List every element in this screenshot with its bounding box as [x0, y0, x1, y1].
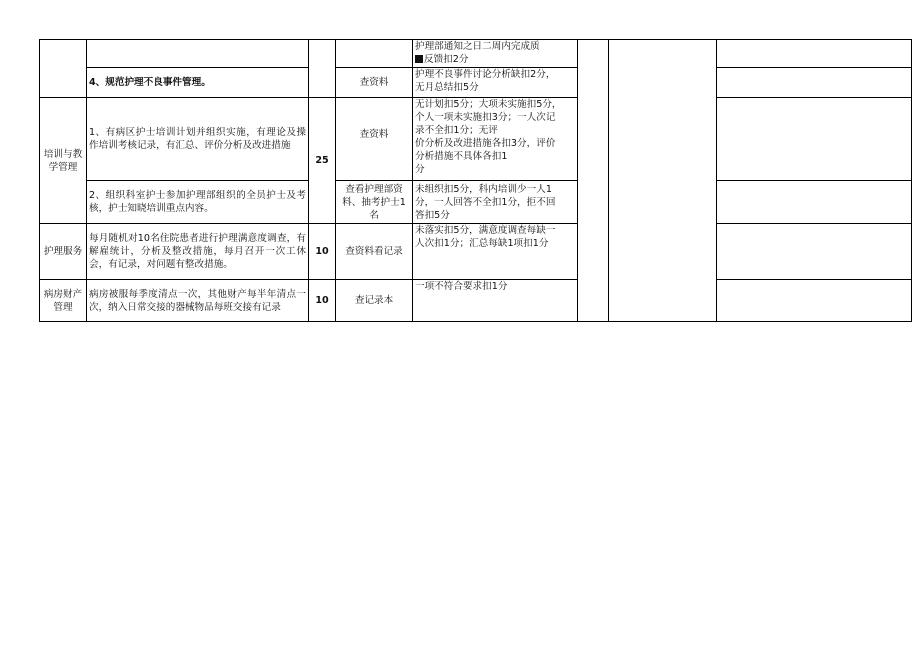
table-row [40, 40, 912, 68]
deduction-cell: 一项不符合要求扣1分 [413, 280, 578, 322]
category-cell: 护理服务 [40, 224, 87, 280]
deduction-line: 护理部通知之日二周内完成质 [415, 41, 540, 52]
table-row [40, 280, 912, 322]
deduction-cell [413, 40, 578, 68]
table-row [40, 68, 912, 98]
standard-cell: 2、组织科室护士参加护理部组织的全员护士及考核，护士知晓培训重点内容。 [87, 181, 309, 224]
blank-cell [609, 40, 717, 322]
blank-cell [717, 98, 912, 181]
score-cell-empty [309, 40, 336, 98]
standard-cell: 病房被服每季度清点一次，其他财产每半年清点一次，纳入日常交接的器械物品每班交接有记录 [87, 280, 309, 322]
deduction-cell: 无计划扣5分；大项未实施扣5分， 个人一项未实施扣3分；一人次记 录不全扣1分；无评 价分析及改进措施各扣3分，评价 分析措施不具体各扣1 分 [413, 98, 578, 181]
blank-cell [717, 224, 912, 280]
deduction-cell: 未组织扣5分，科内培训少一人1 分，一人回答不全扣1分，拒不回 答扣5分 [413, 181, 578, 224]
blank-cell [717, 280, 912, 322]
deduction-cell: 护理不良事件讨论分析缺扣2分， 无月总结扣5分 [413, 68, 578, 98]
method-cell: 查记录本 [336, 280, 413, 322]
standard-cell: 1、有病区护士培训计划并组织实施，有理论及操作培训考核记录，有汇总、评价分析及改进措施 [87, 98, 309, 181]
standard-cell: 4、规范护理不良事件管理。 [87, 68, 309, 98]
method-cell: 查资料 [336, 98, 413, 181]
category-cell-empty [40, 40, 87, 98]
score-cell: 25 [309, 98, 336, 224]
square-bullet-icon [415, 55, 423, 63]
blank-cell [717, 40, 912, 68]
table-row [40, 181, 912, 224]
table-row [40, 98, 912, 181]
method-cell: 查资料看记录 [336, 224, 413, 280]
deduction-cell: 未落实扣5分，满意度调查每缺一 人次扣1分；汇总每缺1项扣1分 [413, 224, 578, 280]
blank-cell [717, 181, 912, 224]
category-cell: 培训与教学管理 [40, 98, 87, 224]
score-cell: 10 [309, 280, 336, 322]
standard-cell: 每月随机对10名住院患者进行护理满意度调查，有解雇统计，分析及整改措施，每月召开一次工休会，有记录，对问题有整改措施。 [87, 224, 309, 280]
deduction-line: 反馈扣2分 [415, 53, 575, 66]
blank-cell [578, 40, 609, 322]
standard-cell-empty [87, 40, 309, 68]
method-cell: 查看护理部资料、抽考护士1名 [336, 181, 413, 224]
assessment-table [39, 39, 912, 322]
table-row [40, 224, 912, 280]
blank-cell [717, 68, 912, 98]
category-cell: 病房财产管理 [40, 280, 87, 322]
score-cell: 10 [309, 224, 336, 280]
method-cell-empty [336, 40, 413, 68]
method-cell: 查资料 [336, 68, 413, 98]
